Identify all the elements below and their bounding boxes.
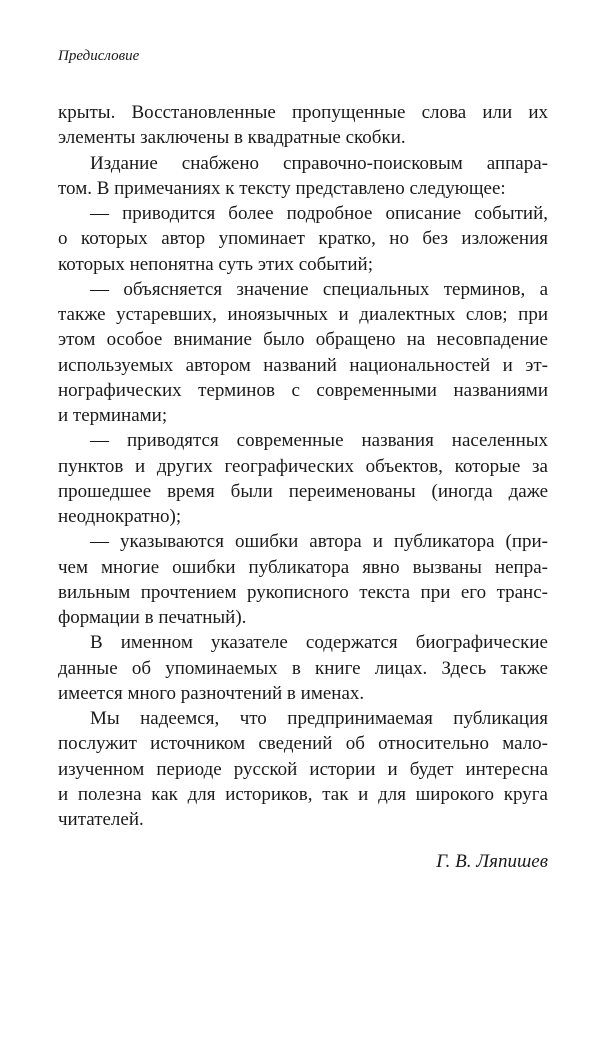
text-line: — указываются ошибки автора и публикатора (при- [90, 531, 548, 553]
text-line: читателей. [58, 809, 144, 830]
preface-body [58, 100, 548, 832]
text-line: том. В примечаниях к тексту представлено следующее: [58, 177, 506, 199]
text-line: пунктов и других географических объектов, которые за [58, 455, 548, 477]
text-line: этом особое внимание было обращено на несовпадение [58, 329, 548, 351]
text-line: данные об упоминаемых в книге лицах. Здесь также [58, 657, 548, 679]
text-line: неоднократно); [58, 506, 182, 527]
text-line: — объясняется значение специальных терминов, а [90, 278, 548, 300]
text-line: крыты. Восстановленные пропущенные слова или их [58, 102, 548, 123]
text-line: — приводится более подробное описание событий, [90, 203, 548, 224]
text-line: — приводятся современные названия населенных [90, 430, 548, 452]
text-line: Мы надеемся, что предпринимаемая публикация [90, 708, 548, 729]
text-line: имеется много разночтений в именах. [58, 682, 365, 704]
text-line: формации в печатный). [58, 607, 247, 628]
text-line: Издание снабжено справочно-поисковым аппара- [90, 152, 548, 174]
text-line: также устаревших, иноязычных и диалектных слов; при [58, 304, 548, 325]
text-line: нографических терминов с современными названиями [58, 379, 548, 401]
text-line: изученном периоде русской истории и будет интересна [58, 758, 548, 780]
text-line: и терминами; [58, 405, 168, 426]
text-line: и полезна как для историков, так и для широкого круга [58, 783, 548, 805]
author-signature: Г. В. Ляпишев [436, 851, 548, 872]
text-line: о которых автор упоминает кратко, но без изложения [58, 228, 548, 250]
text-line: используемых автором названий национальностей и эт- [58, 354, 548, 376]
text-line: чем многие ошибки публикатора явно вызваны непра- [58, 556, 548, 578]
text-line: В именном указателе содержатся биографические [90, 632, 548, 654]
text-line: элементы заключены в квадратные скобки. [58, 127, 406, 149]
text-line: которых непонятна суть этих событий; [58, 253, 373, 275]
running-header: Предисловие [58, 48, 140, 64]
text-line: прошедшее время были переименованы (иногда даже [58, 480, 548, 502]
text-line: вильным прочтением рукописного текста при его транс- [58, 581, 548, 603]
text-line: послужит источником сведений об относительно мало- [58, 733, 548, 755]
